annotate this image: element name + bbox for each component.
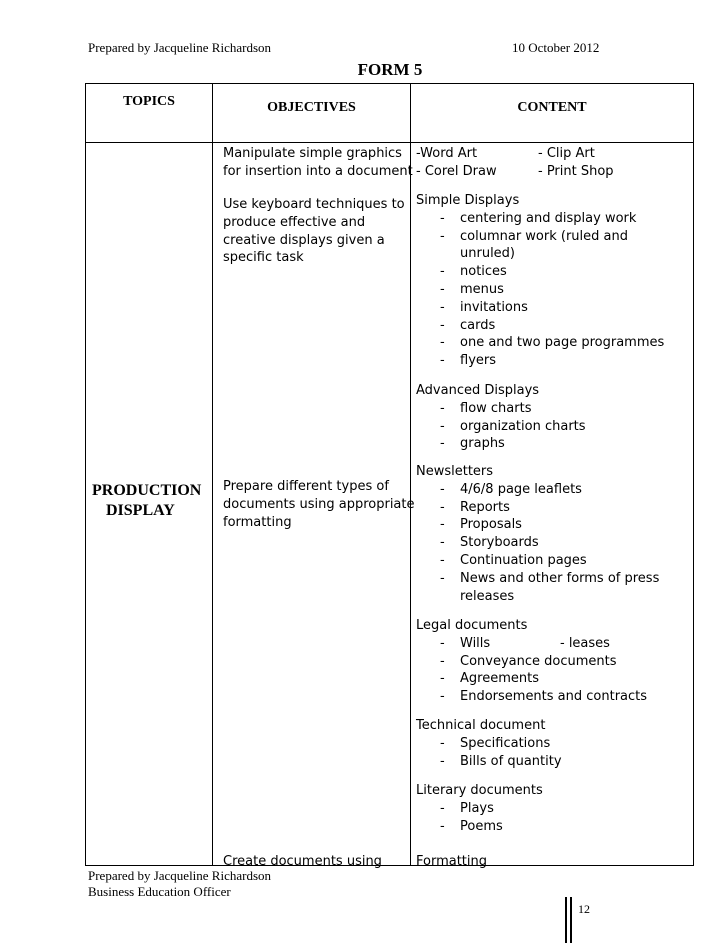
footer-prepared-by: Prepared by Jacqueline Richardson [88,868,272,883]
page-bar-right [570,897,572,943]
list-item: unruled) [460,246,515,262]
section-title: Technical document [416,718,546,733]
technical-document-section [416,717,678,770]
clip-art: - Clip Art [538,146,595,161]
topic-cell [86,143,213,866]
list-item: - Storyboards [416,534,678,552]
list-item: - invitations [416,299,678,317]
column-header-objectives: OBJECTIVES [213,84,411,143]
list-item: - Poems [416,818,678,836]
section-title: Simple Displays [416,193,520,208]
section-title: Advanced Displays [416,383,540,398]
list-item: - Reports [416,499,678,517]
list-item: - News and other forms of press [416,570,678,588]
content-cell [411,143,694,869]
list-item: releases [460,588,515,604]
list-item: - one and two page programmes [416,334,678,352]
legal-documents-section [416,617,678,706]
list-item: - Conveyance documents [416,653,678,671]
list-item: - Continuation pages [416,552,678,570]
newsletters-section [416,463,678,605]
list-item: - Endorsements and contracts [416,688,678,706]
section-title: Newsletters [416,464,494,479]
page-number: 12 [578,902,590,916]
list-item: - Bills of quantity [416,753,678,771]
list-item [416,635,678,653]
topic-label [86,481,212,521]
list-item: - Proposals [416,516,678,534]
objective-2: Use keyboard techniques to produce effective and creative displays given a specific task [223,197,405,266]
list-item: - Agreements [416,670,678,688]
list-item: - organization charts [416,418,678,436]
list-item: - columnar work (ruled and [416,228,678,246]
list-item: - flyers [416,352,678,370]
advanced-displays-section [416,382,678,453]
objective-4: Create documents using [223,854,382,869]
prepared-by-header: Prepared by Jacqueline Richardson [88,40,272,55]
list-item: - 4/6/8 page leaflets [416,481,678,499]
list-item: - Specifications [416,735,678,753]
corel-draw: - Corel Draw [416,163,497,179]
objectives-cell [213,143,415,869]
wills: Wills [460,635,491,651]
literary-documents-section [416,782,678,835]
list-item: - menus [416,281,678,299]
table-row [86,143,694,866]
header-date: 10 October 2012 [512,40,600,55]
page-bar-left [565,897,567,943]
leases: - leases [560,635,610,651]
list-item: - flow charts [416,400,678,418]
section-title: Legal documents [416,618,528,633]
formatting-label: Formatting [416,854,488,869]
topic-line-1: PRODUCTION [92,482,202,499]
word-art: -Word Art [416,146,478,161]
print-shop: - Print Shop [538,163,614,179]
simple-displays-section [416,192,678,370]
objective-3: Prepare different types of documents using appropriate formatting [223,479,415,530]
section-title: Literary documents [416,783,543,798]
list-item: - cards [416,317,678,335]
syllabus-table [85,83,694,869]
list-item: - centering and display work [416,210,678,228]
footer-role: Business Education Officer [88,884,231,899]
form-title: FORM 5 [357,60,423,79]
list-item: - graphs [416,435,678,453]
list-item: - notices [416,263,678,281]
column-header-content: CONTENT [411,84,694,143]
graphics-content [416,145,676,181]
column-header-topics: TOPICS [86,84,213,143]
topic-line-2: DISPLAY [106,502,175,519]
objective-1: Manipulate simple graphics for insertion into a document [223,146,413,179]
list-item: - Plays [416,800,678,818]
table-header-row [86,84,694,143]
